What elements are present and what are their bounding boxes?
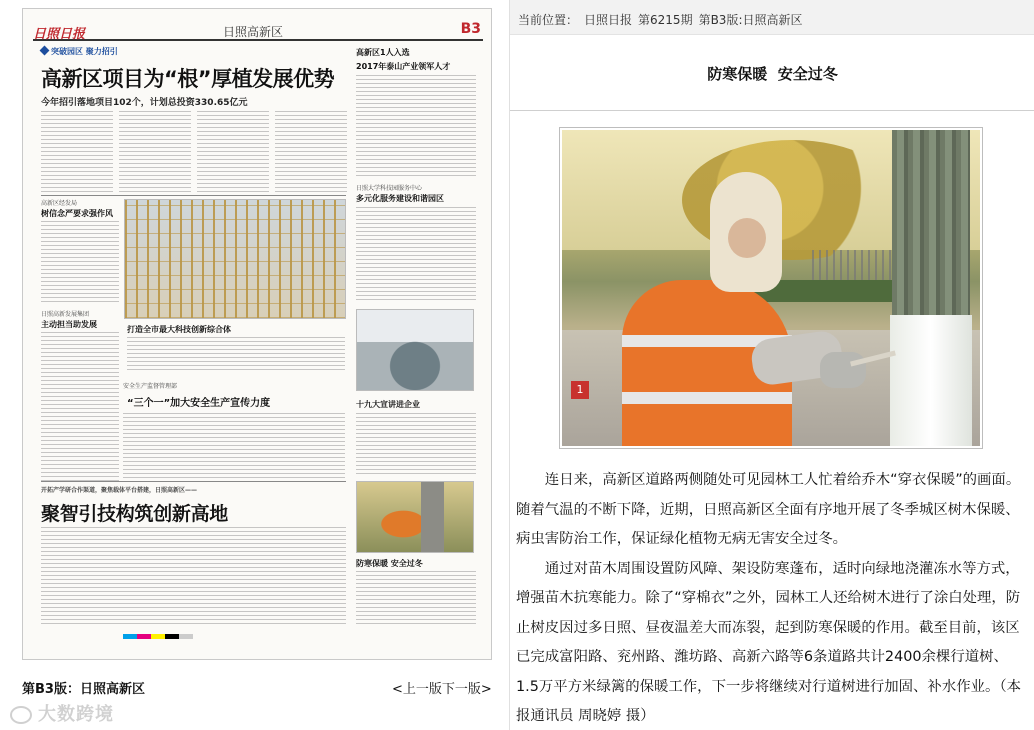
article-photo [559, 127, 983, 449]
section-b-kicker: 日照高新发展集团 [41, 311, 90, 318]
main-story-column [41, 111, 113, 193]
breadcrumb-paper-link[interactable]: 日照日报 [584, 13, 633, 27]
article-body [516, 466, 1028, 730]
main-story-column [275, 111, 347, 193]
breadcrumb-bar [510, 0, 1034, 35]
section-a-headline: 树信念严要求强作风 [41, 209, 113, 218]
section-a-kicker: 高新区经发局 [41, 200, 78, 207]
newspaper-tag [41, 46, 118, 57]
newspaper-logo: 日照日报 [33, 27, 86, 42]
article-panel [509, 0, 1034, 730]
breadcrumb-page-link[interactable]: 第B3版:日照高新区 [698, 13, 803, 27]
newspaper-panel [0, 0, 500, 730]
page-label: 第B3版：日照高新区 [22, 682, 145, 697]
safety-headline: “三个一”加大安全生产宣传力度 [127, 398, 271, 409]
main-story-column [119, 111, 191, 193]
divider [41, 195, 346, 196]
meeting-photo [356, 309, 474, 391]
article-paragraph: 连日来，高新区道路两侧随处可见园林工人忙着给乔木“穿衣保暖”的画面。随着气温的不断下降，近期，日照高新区全面有序地开展了冬季城区树木保暖、病虫害防治工作，保证绿化植物无病无害安全过冬。 [516, 472, 1021, 547]
prev-page-link[interactable]: <上一版 [392, 682, 442, 697]
newspaper-page-code: B3 [460, 21, 481, 37]
bottom-body [41, 527, 346, 627]
page-navigation [392, 678, 492, 697]
newspaper-tag-text: 突破园区 聚力招引 [51, 47, 118, 56]
thumb-body [356, 571, 476, 627]
safety-body [123, 413, 345, 479]
article-title: 防寒保暖 安全过冬 [707, 65, 838, 83]
watermark-text: 大数跨境 [38, 704, 114, 725]
watermark-logo-icon [10, 706, 32, 724]
bottom-kicker: 开拓产学研合作渠道，聚焦载体平台搭建，日照高新区—— [41, 487, 198, 494]
meeting-headline: 十九大宣讲进企业 [356, 400, 420, 409]
center-body [356, 207, 476, 302]
section-b-headline: 主动担当助发展 [41, 320, 97, 329]
photo-number-badge[interactable]: 1 [571, 381, 589, 399]
title-divider [510, 110, 1034, 111]
newspaper-edition-name: 日照高新区 [223, 25, 284, 39]
main-story-column [197, 111, 269, 193]
section-a-body [41, 221, 119, 305]
sidebar-body-text [356, 75, 476, 179]
bottom-headline: 聚智引技构筑创新高地 [41, 503, 229, 525]
tree-wrapping-photo [562, 130, 980, 446]
scaffold-photo [124, 199, 346, 319]
breadcrumb-prefix: 当前位置： [518, 13, 579, 27]
divider [41, 481, 346, 482]
section-b-body [41, 332, 119, 482]
newspaper-page-image[interactable] [22, 8, 492, 660]
diamond-icon [40, 46, 50, 56]
watermark [10, 700, 114, 726]
sidebar-kicker: 高新区1人入选 [356, 48, 410, 57]
sidebar-headline: 2017年泰山产业领军人才 [356, 62, 451, 71]
safety-kicker: 安全生产监督管理部 [123, 383, 178, 390]
breadcrumb [518, 11, 809, 28]
breadcrumb-issue-link[interactable]: 第6215期 [638, 13, 693, 27]
print-color-bar [123, 634, 193, 639]
next-page-link[interactable]: 下一版> [441, 682, 492, 697]
newspaper-masthead [33, 23, 483, 41]
thumb-headline[interactable]: 防寒保暖 安全过冬 [356, 559, 423, 568]
center-kicker: 日照大学科技园服务中心 [356, 185, 423, 192]
photo-caption-a: 打造全市最大科技创新综合体 [127, 325, 231, 334]
tree-photo-thumb[interactable] [356, 481, 474, 553]
meeting-body [356, 413, 476, 477]
newspaper-headline: 高新区项目为“根”厚植发展优势 [41, 67, 335, 91]
article-paragraph: 通过对苗木周围设置防风障、架设防寒蓬布，适时向绿地浇灌冻水等方式，增强苗木抗寒能力。除了“穿棉衣”之外，园林工人还给树木进行了涂白处理，防止树皮因过多日照、昼夜温差大而冻裂，起到防寒保暖的作用。截至目前，该区已完成富阳路、兖州路、潍坊路、高新六路等6条道路共计2400余棵行道树、1.5万平方米绿篱的保暖工作，下一步将继续对行道树进行加固、补水作业。（本报通讯员 周晓婷 摄） [516, 560, 1021, 724]
center-headline: 多元化服务建设和谐园区 [356, 194, 444, 203]
photo-caption-body [127, 337, 345, 373]
newspaper-subheadline: 今年招引落地项目102个，计划总投资330.65亿元 [41, 98, 248, 108]
